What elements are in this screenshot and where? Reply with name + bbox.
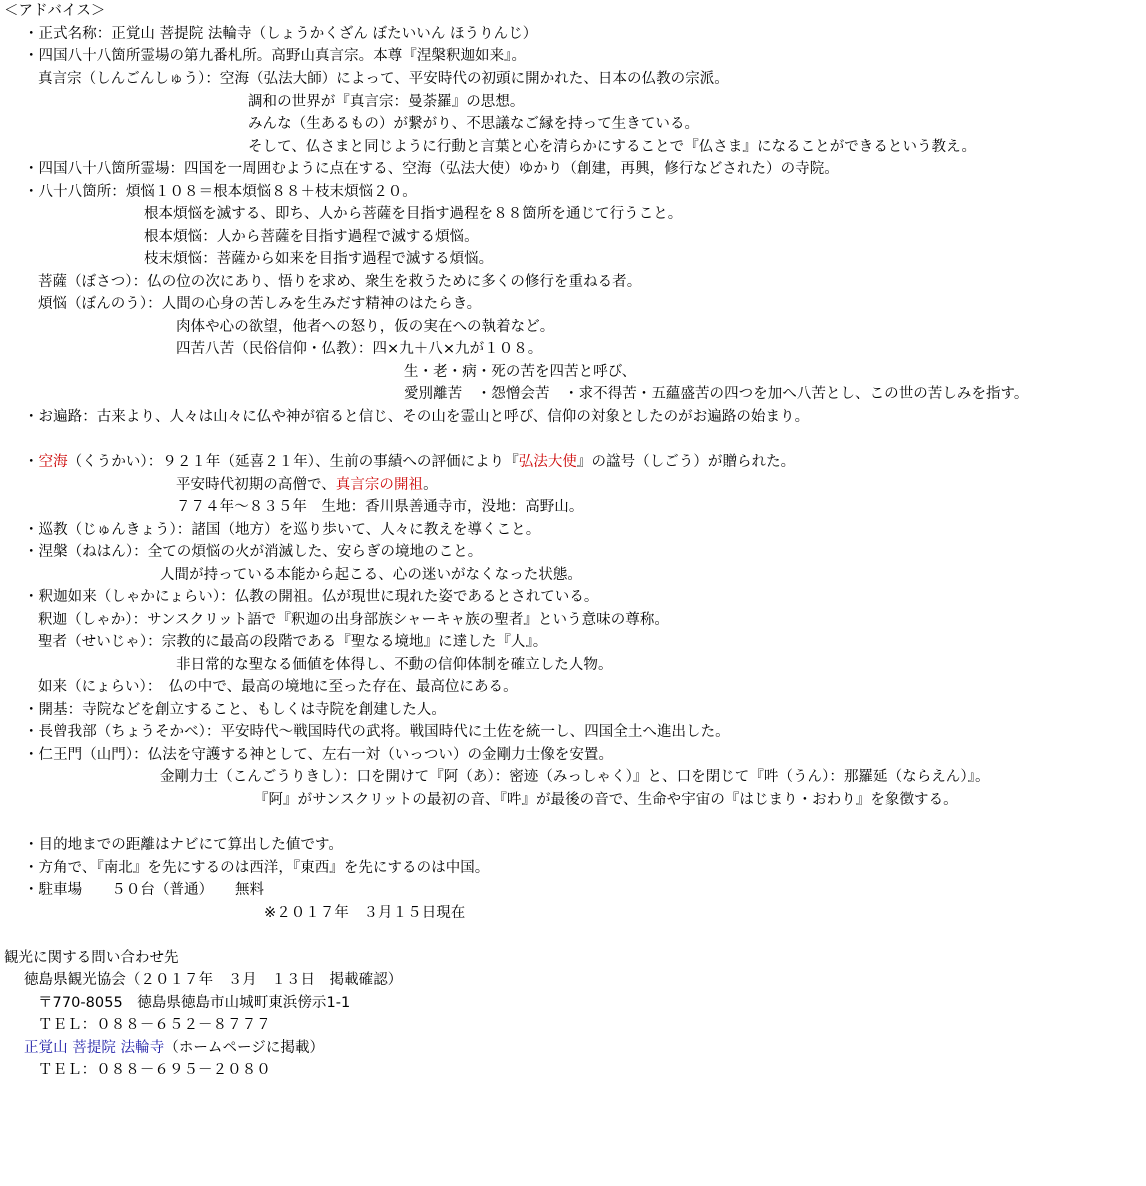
bodhisattva-definition: 菩薩（ぼさつ）：仏の位の次にあり、悟りを求め、衆生を救うために多くの修行を重ねる者。 xyxy=(38,274,642,290)
direction-note: ・方角で、『南北』を先にするのは西洋，『東西』を先にするのは中国。 xyxy=(24,860,490,876)
kukai-text-end: 』の諡号（しごう）が贈られた。 xyxy=(576,454,796,470)
bonno-examples: 肉体や心の欲望，他者への怒り，仮の実在への執着など。 xyxy=(176,319,555,335)
parking-info: ・駐車場 ５０台（普通） 無料 xyxy=(24,882,265,898)
shiku-hakku: 四苦八苦（民俗信仰・仏教）：四×九＋八×九が１０８。 xyxy=(176,341,543,357)
kukai-dates: ７７４年～８３５年 生地：香川県善通寺市，没地：高野山。 xyxy=(176,499,584,515)
junkyo-definition: ・巡教（じゅんきょう）：諸国（地方）を巡り歩いて、人々に教えを導くこと。 xyxy=(24,522,541,538)
niomon-definition: ・仁王門（山門）：仏法を守護する神として、左右一対（いっつい）の金剛力士像を安置。 xyxy=(24,747,614,763)
temple-homepage-note: （ホームページに掲載） xyxy=(164,1040,325,1056)
kukai-line xyxy=(24,452,795,472)
root-afflictions: 根本煩悩：人から菩薩を目指す過程で滅する煩悩。 xyxy=(144,229,479,245)
kongorikishi-definition: 金剛力士（こんごうりきし）：口を開けて『阿（あ）：密迹（みっしゃく）』と、口を閉じて『吽（うん）：那羅延（ならえん）』。 xyxy=(160,769,990,785)
kobo-daishi-title: 弘法大使 xyxy=(518,454,577,470)
temple-homepage-link[interactable]: 正覚山 菩提院 法輪寺 xyxy=(24,1040,165,1056)
branch-afflictions: 枝末煩悩：菩薩から如来を目指す過程で滅する煩悩。 xyxy=(144,251,494,267)
kukai-bullet: ・ xyxy=(24,454,39,470)
root-afflictions-process: 根本煩悩を滅する、即ち、人から菩薩を目指す過程を８８箇所を通じて行うこと。 xyxy=(144,206,683,222)
seija-detail: 非日常的な聖なる価値を体得し、不動の信仰体制を確立した人物。 xyxy=(176,657,613,673)
tourism-address: 〒770-8055 徳島県徳島市山城町東浜傍示1-1 xyxy=(38,995,351,1011)
kukai-founder-period: 。 xyxy=(423,477,438,493)
shaka-nyorai-definition: ・釈迦如来（しゃかにょらい）：仏教の開祖。仏が現世に現れた姿であるとされている。 xyxy=(24,589,599,605)
shingon-harmony: 調和の世界が『真言宗：曼荼羅』の思想。 xyxy=(248,94,525,110)
a-un-meaning: 『阿』がサンスクリットの最初の音、『吽』が最後の音で、生命や宇宙の『はじまり・おわり』を象徴する。 xyxy=(254,792,958,808)
chosokabe-definition: ・長曾我部（ちょうそかべ）：平安時代～戦国時代の武将。戦国時代に土佐を統一し、四国全土へ進出した。 xyxy=(24,724,730,740)
kukai-name: 空海 xyxy=(38,454,68,470)
advice-heading: ＜アドバイス＞ xyxy=(4,3,106,19)
temple-phone: ＴＥＬ：０８８－６９５－２０８０ xyxy=(38,1062,271,1078)
shikoku-88-definition: ・四国八十八箇所霊場：四国を一周囲むように点在する、空海（弘法大使）ゆかり（創建，再興，修行などされた）の寺院。 xyxy=(24,161,839,177)
shaka-definition: 釈迦（しゃか）：サンスクリット語で『釈迦の出身部族シャーキャ族の聖者』という意味の尊称。 xyxy=(38,612,669,628)
shingon-connection: みんな（生あるもの）が繋がり、不思議なご縁を持って生きている。 xyxy=(248,116,700,132)
tourism-phone: ＴＥＬ：０８８－６５２－８７７７ xyxy=(38,1017,271,1033)
eighty-eight-places: ・八十八箇所：煩悩１０８＝根本煩悩８８＋枝末煩悩２０。 xyxy=(24,184,417,200)
official-name-line: ・正式名称：正覚山 菩提院 法輪寺（しょうかくざん ぼたいいん ほうりんじ） xyxy=(24,26,538,42)
ohenro-origin: ・お遍路：古来より、人々は山々に仏や神が宿ると信じ、その山を霊山と呼び、信仰の対象としたのがお遍路の始まり。 xyxy=(24,409,810,425)
shingon-definition: 真言宗（しんごんしゅう）：空海（弘法大師）によって、平安時代の初頭に開かれた、日本の仏教の宗派。 xyxy=(38,71,729,87)
pilgrimage-number-line: ・四国八十八箇所霊場の第九番札所。高野山真言宗。本尊『涅槃釈迦如来』。 xyxy=(24,48,526,64)
four-sufferings: 生・老・病・死の苦を四苦と呼び、 xyxy=(404,364,637,380)
kukai-founder-text: 平安時代初期の高僧で、 xyxy=(176,477,336,493)
bonno-definition: 煩悩（ぼんのう）：人間の心身の苦しみを生みだす精神のはたらき。 xyxy=(38,296,482,312)
kukai-text: （くうかい）：９２１年（延喜２１年）、生前の事績への評価により『 xyxy=(67,454,519,470)
nirvana-state: 人間が持っている本能から起こる、心の迷いがなくなった状態。 xyxy=(160,567,582,583)
tourism-association: 徳島県観光協会（２０１７年 ３月 １３日 掲載確認） xyxy=(24,972,403,988)
parking-as-of-date: ※２０１７年 ３月１５日現在 xyxy=(264,905,466,921)
distance-note: ・目的地までの距離はナビにて算出した値です。 xyxy=(24,837,343,853)
kaiki-definition: ・開基：寺院などを創立すること、もしくは寺院を創建した人。 xyxy=(24,702,446,718)
contact-heading: 観光に関する問い合わせ先 xyxy=(4,950,179,966)
nirvana-definition: ・涅槃（ねはん）：全ての煩悩の火が消滅した、安らぎの境地のこと。 xyxy=(24,544,483,560)
kukai-founder-line xyxy=(176,475,438,495)
seija-definition: 聖者（せいじゃ）：宗教的に最高の段階である『聖なる境地』に達した『人』。 xyxy=(38,634,548,650)
nyorai-definition: 如来（にょらい）： 仏の中で、最高の境地に至った存在、最高位にある。 xyxy=(38,679,518,695)
eight-sufferings: 愛別離苦 ・怨憎会苦 ・求不得苦・五蘊盛苦の四つを加へ八苦とし、この世の苦しみを指す。 xyxy=(404,386,1029,402)
temple-homepage-line xyxy=(24,1038,324,1058)
shingon-teaching: そして、仏さまと同じように行動と言葉と心を清らかにすることで『仏さま』になることができるという教え。 xyxy=(248,139,977,155)
shingon-founder: 真言宗の開祖 xyxy=(335,477,424,493)
